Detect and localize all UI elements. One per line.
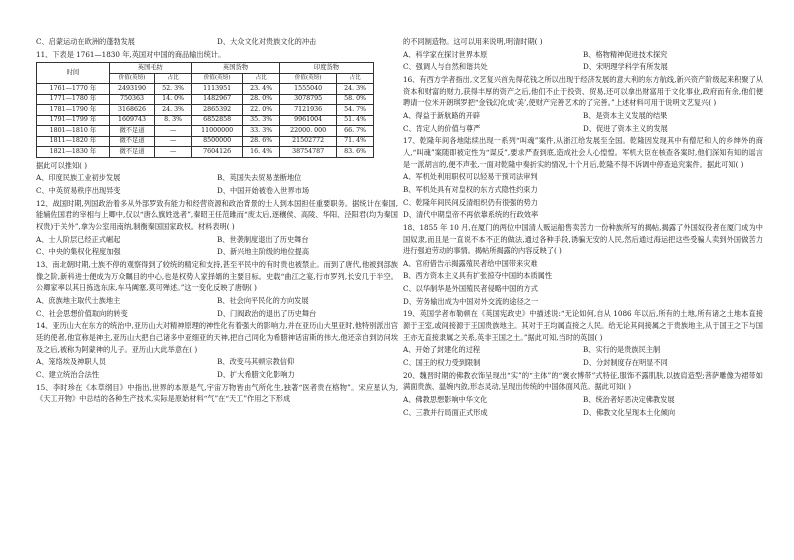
- cell: 58. 0%: [337, 94, 374, 105]
- sub-header: 价值(英镑): [191, 73, 242, 84]
- q15-options-row: [403, 61, 763, 73]
- q12-options-row: [36, 246, 398, 258]
- cell: 22. 0%: [243, 105, 280, 116]
- q16-options-row: [403, 110, 763, 122]
- cell: 微不足道: [109, 126, 155, 137]
- cell: 71. 4%: [337, 136, 374, 147]
- option: A、笼络埃及神职人员: [36, 357, 106, 367]
- option: B、世袭制度退出了历史舞台: [217, 234, 309, 244]
- cell: 7604126: [191, 147, 242, 158]
- q11-ask: 据此可以推知( ): [36, 160, 88, 170]
- option: C、中英贸易秩序出现异变: [36, 186, 121, 196]
- cell: 3168626: [109, 105, 155, 116]
- cell: 54. 7%: [337, 105, 374, 116]
- option: C、强调人与自然和谐共处: [403, 62, 488, 72]
- option: C、肯定人的价值与尊严: [403, 123, 481, 133]
- cell: 微不足道: [109, 147, 155, 158]
- cell: 28. 0%: [243, 94, 280, 105]
- cell: 11000000: [191, 126, 242, 137]
- table-row: [37, 136, 374, 147]
- header-group-wool: 英国毛纺: [109, 63, 191, 74]
- option: C、三教并行局面正式形成: [403, 407, 488, 417]
- header-group-goods: 英国货物: [191, 63, 279, 74]
- option: B、改变马其顿宗教信仰: [217, 357, 295, 367]
- q12-options-row: [36, 234, 398, 246]
- sub-header: 占比: [337, 73, 374, 84]
- q20-stem: 20、魏晋时期的佛教衣饰呈现出“实”的“主体”的“褒衣博带”式特征,服饰不露肌肤,以披肩造型;菩萨雕像为裙带如满面贵族、温婉内敛,形态灵动,呈现出传统的中国体面风范。据此可知( ): [403, 370, 763, 392]
- cell: 2865392: [191, 105, 242, 116]
- cell: 1821—1830 年: [37, 147, 110, 158]
- option: A、军机处利用职权可以轻易干预司法审判: [403, 172, 538, 182]
- q10-options: [36, 36, 398, 48]
- option: B、格物精神促进技术探究: [583, 49, 668, 59]
- cell: 6852858: [191, 115, 242, 126]
- q13-options-row: [36, 308, 398, 320]
- q19-options-row: [403, 357, 763, 369]
- cell: 16. 4%: [243, 147, 280, 158]
- table-row: [37, 84, 374, 95]
- cell: 8500000: [191, 136, 242, 147]
- cell: 35. 3%: [243, 115, 280, 126]
- option: A、得益于新航路的开辟: [403, 110, 481, 120]
- option: D、宋明理学科学有所发展: [583, 62, 668, 72]
- option: C、国王的权力受到限制: [403, 358, 481, 368]
- option: B、是资本主义发展的结果: [583, 110, 668, 120]
- right-column: [403, 36, 763, 419]
- q11-stem: 11、下表是 1761—1830 年,英国对中国的商品输出统计。: [36, 49, 226, 59]
- cell: 750363: [109, 94, 155, 105]
- table-row: [37, 147, 374, 158]
- q10-option-d: D、大众文化对贵族文化的冲击: [217, 37, 317, 46]
- option: D、分封制度存在明显不同: [583, 358, 668, 368]
- option: D、门阀政治的退出了历史舞台: [217, 308, 317, 318]
- option: C、以华制华是外国殖民者侵略中国的方式: [403, 284, 538, 294]
- q14-options-row: [36, 369, 398, 381]
- sub-header: 占比: [243, 73, 280, 84]
- q16-stem: 16、有西方学者指出,文艺复兴首先得花钱之所以出现于经济发展的意大利的东方航线,新兴资产阶级起来积聚了从资本和财富的财力,获得丰厚的资产之后,他们不止于投资、贸易,还可以拿出财富用于文化事业,政府而有余,他们便聘请一位米开朗琪罗把“金钱幻化成‘美’,使财产完善艺术的了完善。”上述材料可用于说明文艺复兴( ): [403, 74, 763, 108]
- export-statistics-table: [36, 62, 374, 158]
- option: D、促进了资本主义的发展: [583, 123, 668, 133]
- option: B、西方资本主义具有扩张掠夺中国的本质属性: [403, 271, 553, 281]
- q11-options-row: [36, 172, 398, 184]
- sub-header: 价值(英镑): [280, 73, 337, 84]
- option: D、劳务输出成为中国对外交流的途径之一: [403, 296, 539, 306]
- q18-stem: 18、1855 年 10 月,在厦门的两位中国清人贩运船售卖苦力一份种族所写的揭帖,揭露了外国奴役者在厦门成为中国奴隶,而且是一直说不本不正的做法,通过各种手段,诱骗无安的人民,然后通过海运把这些受骗人卖到外国做苦力进行强迫劳动的事情。揭帖所揭露的内容反映了( ): [403, 222, 763, 256]
- q15-options-row: [403, 49, 763, 61]
- option: D、佛教文化呈现本土化倾向: [583, 407, 676, 417]
- q11-options-row: [36, 185, 398, 197]
- q20-options-row: [403, 407, 763, 419]
- header-group-india: 印度货物: [280, 63, 374, 74]
- cell: 1113951: [191, 84, 242, 95]
- option: A、官府借告示揭露殖民者给中国带来灾难: [403, 258, 538, 268]
- cell: 83. 6%: [337, 147, 374, 158]
- cell: 8. 3%: [155, 115, 192, 126]
- option: A、印度民族工业初步发展: [36, 173, 121, 183]
- header-time: 时间: [37, 63, 110, 84]
- q15-stem: 15、李时珍在《本草纲目》中指出,世界的本原是气,宇宙万物皆由气所化生,独著“医者贵在格物”。宋应星认为,《天工开物》中总结的各种生产技术,实际是原始材料“气”在“天工”作用之下形成: [36, 382, 398, 404]
- cell: 1761—1770 年: [37, 84, 110, 95]
- cell: 28. 6%: [243, 136, 280, 147]
- option: C、乾隆年间民间反清组织仍有很强的势力: [403, 197, 538, 207]
- cell: —: [155, 126, 192, 137]
- cell: 21502772: [280, 136, 337, 147]
- option: A、科学家在探讨世界本原: [403, 49, 488, 59]
- sub-header: 价值(英镑): [109, 73, 155, 84]
- option: B、统治者好恶决定佛教发展: [583, 395, 675, 405]
- cell: 1555040: [280, 84, 337, 95]
- table-header-row: [37, 63, 374, 74]
- cell: 1482967: [191, 94, 242, 105]
- cell: 24. 3%: [337, 84, 374, 95]
- option: D、扩大希腊文化影响力: [217, 369, 295, 379]
- option: A、庶族地主取代士族地主: [36, 296, 121, 306]
- cell: 1781—1790 年: [37, 105, 110, 116]
- cell: 14. 0%: [155, 94, 192, 105]
- q12-stem: 12、战国时期,列国政治着多从外部罗致有能力和经营资源和政治背景的士人到本国担任重要职务。据统计在秦国,能辅佐国君的宰相与上卿中,仅以“唐么旗姓选者”,秦昭王任范雎而“废太后,逐穰侯、高陵、华阳、泾阳君(均为秦国权贵)于关外”,拿为公室用南纳,制衡秦国国家政权。材料表明( ): [36, 198, 398, 232]
- cell: 2493190: [109, 84, 155, 95]
- option: C、社会思想价值取向的转变: [36, 308, 128, 318]
- cell: 9961004: [280, 115, 337, 126]
- sub-header: 占比: [155, 73, 192, 84]
- option: D、新兴地主阶级的地位提高: [217, 247, 310, 257]
- cell: 1609743: [109, 115, 155, 126]
- cell: —: [155, 136, 192, 147]
- option: C、建立统治合法性: [36, 369, 100, 379]
- q20-options-row: [403, 394, 763, 406]
- cell: 24. 3%: [155, 105, 192, 116]
- cell: 3078795: [280, 94, 337, 105]
- q16-options-row: [403, 123, 763, 135]
- cell: 51. 4%: [337, 115, 374, 126]
- cell: 1791—1799 年: [37, 115, 110, 126]
- q19-options-row: [403, 344, 763, 356]
- option: A、开始了封建化的过程: [403, 345, 481, 355]
- table-row: [37, 94, 374, 105]
- q14-options-row: [36, 356, 398, 368]
- option: B、实行的是贵族民主制: [583, 345, 661, 355]
- cell: 1811—1820 年: [37, 136, 110, 147]
- q10-option-c: C、启蒙运动在欧洲的蓬勃发展: [36, 37, 135, 46]
- cell: 66. 7%: [337, 126, 374, 137]
- option: D、清代中期皇帝不再依靠系统的行政效率: [403, 210, 539, 220]
- option: D、中国开始被卷入世界市场: [217, 186, 310, 196]
- cell: 33. 3%: [243, 126, 280, 137]
- table-row: [37, 115, 374, 126]
- cell: 1771—1780 年: [37, 94, 110, 105]
- q15-continued: 的不同制造物。这可以用来说明,明清时期( ): [403, 37, 543, 46]
- option: A、士人阶层已经正式崛起: [36, 234, 121, 244]
- q13-options-row: [36, 295, 398, 307]
- cell: 22000. 000: [280, 126, 337, 137]
- option: B、军机处具有对皇权的东方式隐性约束力: [403, 184, 538, 194]
- cell: 52. 3%: [155, 84, 192, 95]
- cell: —: [155, 147, 192, 158]
- option: A、佛教思想影响中华文化: [403, 395, 488, 405]
- q19-stem: 19、英国学者布勒顿在《英国宪政史》中描述说:“无论如何,自从 1086 年以后,所有的土地,所有诸之土地本直接源于王室,或间接源于王国贵族地主。其对于王均属直接之人民。给无论其间接属之于贵族地主,从于国王之下与国王亦无直接隶属之关系,英非王国之土。”据此可知,当时的英国( ): [403, 309, 763, 342]
- table-row: [37, 126, 374, 137]
- q17-stem: 17、乾隆年间各地陆续出现一系列“叫魂”案件,从浙江给发展至全国。乾隆因发现其中有僧尼和人的乡绅外的商人,“叫魂”案随即被定性为“谋反”,要求严查到底,造成社会人心惶惶。军机大臣在核查各案时,他们深知有知的谣言是一派胡言的,便不声张,一面对乾隆中奏折实的情况,十个月后,乾隆不得不诉调中停查追究案件。据此可知( ): [403, 136, 763, 169]
- left-column: [36, 36, 398, 406]
- cell: 微不足道: [109, 136, 155, 147]
- table-row: [37, 105, 374, 116]
- q13-stem: 13、南北朝时期,士族不停的观察得到了较统的精定和支持,甚至平民中的有时贵也被禁止。而到了唐代,他被到部族像之阶,新科进士便成为万众瞩目的中心,也是权势人家择婿的主要目标。史载“曲江之宴,行市罗列,长安几于半空。公卿家率以其日拣选东床,车马阗塞,莫可殚述。”这一变化反映了唐朝( ): [36, 260, 398, 293]
- cell: 23. 4%: [243, 84, 280, 95]
- cell: 7121936: [280, 105, 337, 116]
- option: C、中央的集权化程度加强: [36, 247, 121, 257]
- q14-stem: 14、亚历山大在东方的统治中,亚历山大对精神原理的神性化有着强大的影响力,并在亚历山大里亚时,他特别派出宫廷的使者,他宣称是神主,亚历山大把自己诸多中亚细亚的天神,把自己同化为希腊神话宙斯的伟大,他还亲自到访问埃及之后,被称为阿蒙神的儿子。亚历山大此举意在( ): [36, 321, 398, 354]
- cell: 38754787: [280, 147, 337, 158]
- option: B、社会向平民化的方向发展: [217, 296, 309, 306]
- option: B、英国失去贸易垄断地位: [217, 173, 302, 183]
- cell: 1801—1810 年: [37, 126, 110, 137]
